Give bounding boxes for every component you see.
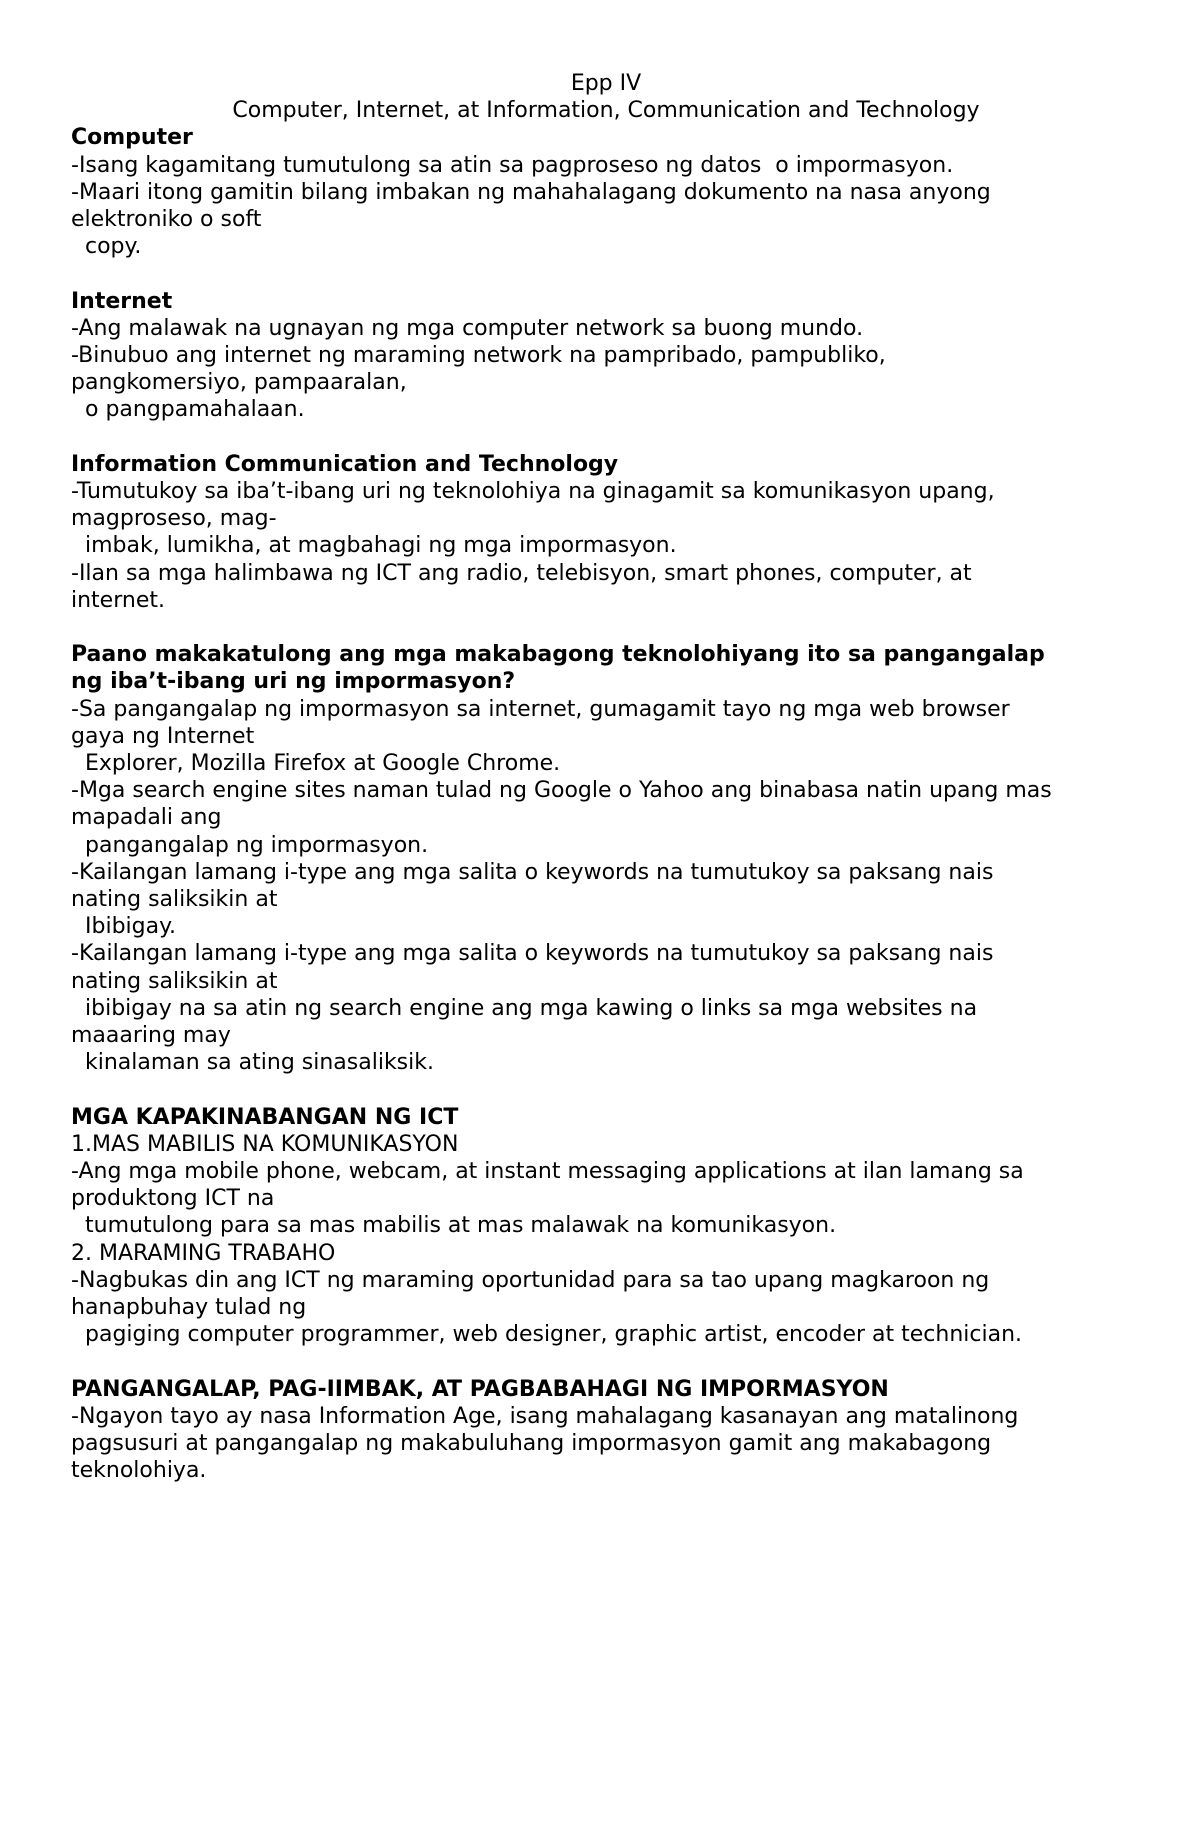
paano-line: maaaring may	[71, 1023, 231, 1049]
ict-line: magproseso, mag-	[71, 506, 277, 532]
ict-line: -Ilan sa mga halimbawa ng ICT ang radio, telebisyon, smart phones, computer, at	[71, 560, 972, 586]
paano-line: nating saliksikin at	[71, 887, 278, 913]
computer-line: -Isang kagamitang tumutulong sa atin sa pagproseso ng datos o impormasyon.	[71, 152, 954, 178]
pangangalap-line: pagsusuri at pangangalap ng makabuluhang impormasyon gamit ang makabagong	[71, 1431, 992, 1457]
paano-line: nating saliksikin at	[71, 968, 278, 994]
paano-line: -Sa pangangalap ng impormasyon sa internet, gumagamit tayo ng mga web browser	[71, 696, 1010, 722]
document-subject: Epp IV	[570, 71, 642, 96]
benefit-line: -Ang mga mobile phone, webcam, at instant messaging applications at ilan lamang sa	[71, 1159, 1024, 1185]
benefit-line: tumutulong para sa mas mabilis at mas malawak na komunikasyon.	[85, 1213, 837, 1239]
paano-line: gaya ng Internet	[71, 723, 255, 749]
paano-line: -Kailangan lamang i-type ang mga salita o keywords na tumutukoy sa paksang nais	[71, 859, 994, 885]
document-page	[71, 70, 1141, 1484]
section-heading-paano: Paano makakatulong ang mga makabagong teknolohiyang ito sa pangangalap	[71, 642, 1045, 668]
benefit-line: pagiging computer programmer, web designer, graphic artist, encoder at technician.	[85, 1322, 1023, 1348]
computer-line: copy.	[85, 234, 142, 260]
internet-line: -Binubuo ang internet ng maraming network na pampribado, pampubliko,	[71, 343, 886, 369]
benefit-item-title: 2. MARAMING TRABAHO	[71, 1240, 336, 1266]
spacer	[71, 614, 1141, 641]
paano-line: Explorer, Mozilla Firefox at Google Chrome.	[85, 751, 561, 777]
spacer	[71, 1348, 1141, 1375]
spacer	[71, 1076, 1141, 1103]
benefit-line: hanapbuhay tulad ng	[71, 1295, 307, 1321]
paano-line: kinalaman sa ating sinasaliksik.	[85, 1050, 434, 1076]
internet-line: o pangpamahalaan.	[85, 397, 305, 423]
benefit-item-title: 1.MAS MABILIS NA KOMUNIKASYON	[71, 1131, 459, 1157]
pangangalap-line: -Ngayon tayo ay nasa Information Age, isang mahalagang kasanayan ang matalinong	[71, 1403, 1019, 1429]
section-heading-kapakinabangan: MGA KAPAKINABANGAN NG ICT	[71, 1104, 459, 1130]
section-heading-ict: Information Communication and Technology	[71, 451, 619, 477]
ict-line: imbak, lumikha, at magbahagi ng mga impormasyon.	[85, 533, 677, 559]
section-heading-pangangalap: PANGANGALAP, PAG-IIMBAK, AT PAGBABAHAGI NG IMPORMASYON	[71, 1376, 889, 1402]
ict-line: -Tumutukoy sa iba’t-ibang uri ng teknolohiya na ginagamit sa komunikasyon upang,	[71, 479, 995, 505]
internet-line: -Ang malawak na ugnayan ng mga computer network sa buong mundo.	[71, 315, 864, 341]
benefit-line: produktong ICT na	[71, 1186, 275, 1212]
paano-line: -Mga search engine sites naman tulad ng Google o Yahoo ang binabasa natin upang mas	[71, 778, 1052, 804]
paano-line: Ibibigay.	[85, 914, 176, 940]
spacer	[71, 260, 1141, 287]
spacer	[71, 424, 1141, 451]
paano-line: ibibigay na sa atin ng search engine ang mga kawing o links sa mga websites na	[85, 995, 978, 1021]
section-heading-paano-cont: ng iba’t-ibang uri ng impormasyon?	[71, 669, 516, 695]
section-heading-computer: Computer	[71, 125, 193, 151]
pangangalap-line: teknolohiya.	[71, 1458, 207, 1484]
ict-line: internet.	[71, 587, 165, 613]
benefit-line: -Nagbukas din ang ICT ng maraming oportunidad para sa tao upang magkaroon ng	[71, 1267, 990, 1293]
section-heading-internet: Internet	[71, 288, 173, 314]
paano-line: mapadali ang	[71, 805, 222, 831]
internet-line: pangkomersiyo, pampaaralan,	[71, 370, 407, 396]
computer-line: -Maari itong gamitin bilang imbakan ng mahahalagang dokumento na nasa anyong	[71, 179, 991, 205]
computer-line: elektroniko o soft	[71, 207, 262, 233]
paano-line: pangangalap ng impormasyon.	[85, 832, 429, 858]
document-topic: Computer, Internet, at Information, Communication and Technology	[232, 98, 980, 124]
paano-line: -Kailangan lamang i-type ang mga salita o keywords na tumutukoy sa paksang nais	[71, 941, 994, 967]
